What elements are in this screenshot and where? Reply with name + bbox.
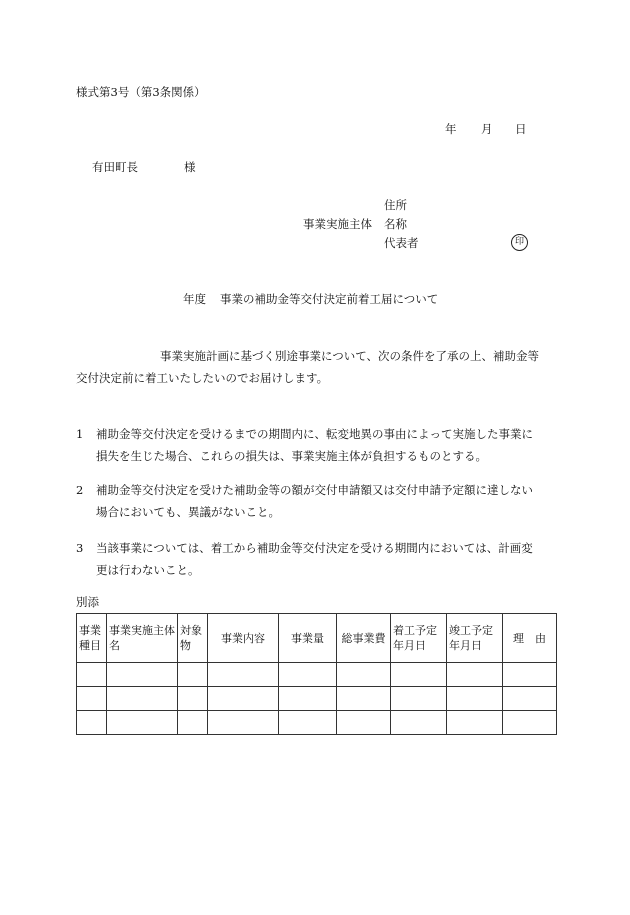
addressee-name: 有田町長 [92, 160, 138, 174]
column-header: 理 由 [503, 614, 557, 663]
table-row [77, 711, 557, 735]
table-cell[interactable] [107, 711, 178, 735]
address-label: 住所 [384, 198, 407, 212]
name-label: 名称 [384, 217, 407, 231]
table-cell[interactable] [337, 687, 391, 711]
representative-label: 代表者 [384, 236, 419, 250]
column-header: 事業種目 [77, 614, 107, 663]
column-header: 総事業費 [337, 614, 391, 663]
table-cell[interactable] [447, 711, 503, 735]
attachment-label: 別添 [76, 595, 99, 609]
table-cell[interactable] [178, 663, 208, 687]
table-cell[interactable] [391, 687, 447, 711]
table-cell[interactable] [208, 663, 279, 687]
table-cell[interactable] [107, 663, 178, 687]
table-cell[interactable] [107, 687, 178, 711]
condition-item-1 [76, 423, 556, 467]
table-row [77, 663, 557, 687]
table-cell[interactable] [77, 687, 107, 711]
intro-paragraph [76, 345, 556, 389]
condition-text-line-2: 更は行わないこと。 [96, 563, 200, 577]
table-cell[interactable] [279, 663, 337, 687]
table-cell[interactable] [503, 663, 557, 687]
table-cell[interactable] [77, 711, 107, 735]
form-number: 様式第3号（第3条関係） [76, 85, 206, 99]
table-header-row [77, 614, 557, 663]
table-cell[interactable] [178, 711, 208, 735]
condition-text-line-2: 損失を生じた場合、これらの損失は、事業実施主体が負担するものとする。 [96, 449, 487, 463]
column-header: 事業量 [279, 614, 337, 663]
date-year-label: 年 [445, 122, 457, 136]
table-cell[interactable] [503, 687, 557, 711]
date-month-label: 月 [481, 122, 493, 136]
table-cell[interactable] [447, 663, 503, 687]
table-cell[interactable] [208, 687, 279, 711]
title-year-label: 年度 [183, 292, 206, 306]
column-header: 竣工予定年月日 [447, 614, 503, 663]
entity-label: 事業実施主体 [303, 217, 372, 231]
column-header: 着工予定年月日 [391, 614, 447, 663]
condition-item-3 [76, 537, 556, 581]
table-cell[interactable] [503, 711, 557, 735]
intro-line-2: 交付決定前に着工いたしたいのでお届けします。 [76, 371, 329, 385]
column-header: 事業実施主体名 [107, 614, 178, 663]
condition-text-line-1: 補助金等交付決定を受けるまでの期間内に、転変地異の事由によって実施した事業に [96, 427, 533, 441]
condition-number: 3 [76, 541, 84, 555]
condition-number: 2 [76, 483, 84, 497]
table-row [77, 687, 557, 711]
table-cell[interactable] [391, 663, 447, 687]
condition-text-line-1: 補助金等交付決定を受けた補助金等の額が交付申請額又は交付申請予定額に達しない [96, 483, 533, 497]
addressee-honorific: 様 [184, 160, 196, 174]
intro-line-1: 事業実施計画に基づく別途事業について、次の条件を了承の上、補助金等 [160, 349, 540, 363]
table-cell[interactable] [279, 711, 337, 735]
column-header: 事業内容 [208, 614, 279, 663]
table-cell[interactable] [178, 687, 208, 711]
condition-text-line-1: 当該事業については、着工から補助金等交付決定を受ける期間内においては、計画変 [96, 541, 533, 555]
table-cell[interactable] [77, 663, 107, 687]
title-text: 事業の補助金等交付決定前着工届について [220, 292, 439, 306]
condition-item-2 [76, 479, 556, 523]
seal-mark: 印 [511, 234, 528, 251]
condition-text-line-2: 場合においても、異議がないこと。 [96, 505, 280, 519]
table-cell[interactable] [447, 687, 503, 711]
table-cell[interactable] [337, 711, 391, 735]
column-header: 対象物 [178, 614, 208, 663]
table-cell[interactable] [208, 711, 279, 735]
table-cell[interactable] [391, 711, 447, 735]
table-cell[interactable] [337, 663, 391, 687]
table-cell[interactable] [279, 687, 337, 711]
attachment-table [76, 613, 557, 735]
date-day-label: 日 [515, 122, 527, 136]
condition-number: 1 [76, 427, 84, 441]
